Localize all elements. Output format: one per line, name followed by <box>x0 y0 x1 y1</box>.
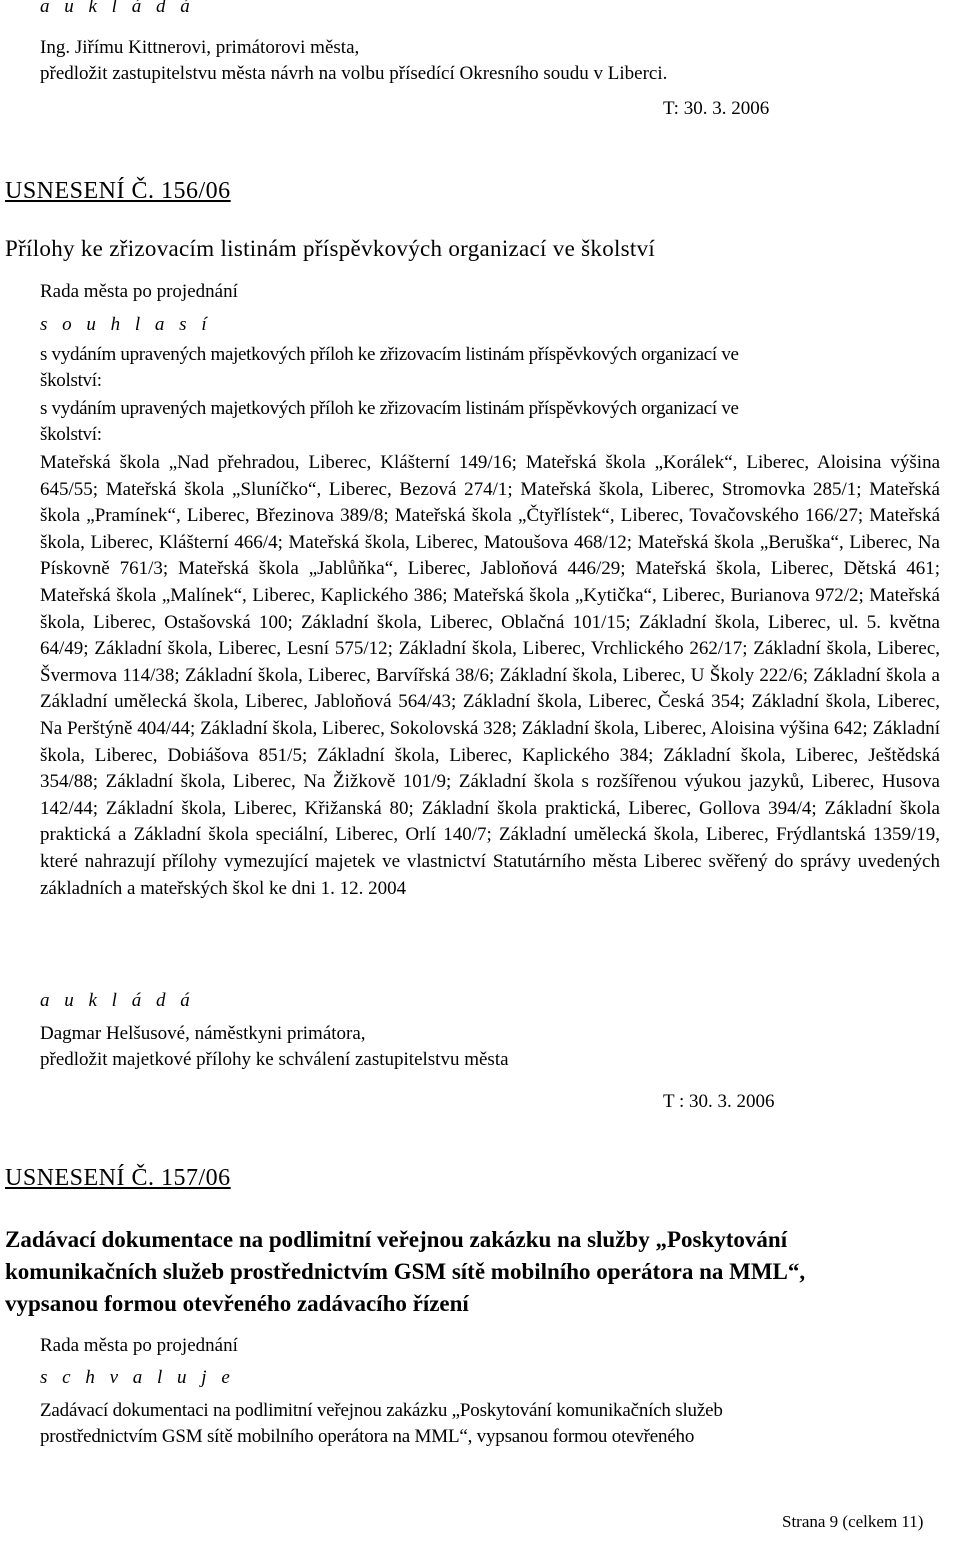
verb-souhlasi: s o u h l a s í <box>40 314 212 335</box>
school-list-paragraph: Mateřská škola „Nad přehradou, Liberec, Klášterní 149/16; Mateřská škola „Korálek“, Liberec, Aloisina výšina 645/55; Mateřská škola „Sluníčko“, Liberec, Bezová 274/1; Mateřská škola, Liberec, Stromovka 285/1; Mateřská škola „Pramínek“, Liberec, Březinova 389/8; Mateřská škola „Čtyřlístek“, Liberec, Tovačovského 166/27; Mateřská škola, Liberec, Klášterní 466/4; Mateřská škola, Liberec, Matoušova 468/12; Mateřská škola „Beruška“, Liberec, Na Pískovně 761/3; Mateřská škola „Jablůňka“, Liberec, Jabloňová 446/29; Mateřská škola, Liberec, Dětská 461; Mateřská škola „Malínek“, Liberec, Kaplického 386; Mateřská škola „Kytička“, Liberec, Burianova 972/2; Mateřská škola, Liberec, Ostašovská 100; Základní škola, Liberec, Oblačná 101/15; Základní škola, Liberec, ul. 5. května 64/49; Základní škola, Liberec, Lesní 575/12; Základní škola, Liberec, Vrchlického 262/17; Základní škola, Liberec, Švermova 114/38; Základní škola, Liberec, Barvířská 38/6; Základní škola, Liberec, U Školy 222/6; Základní škola a Základní umělecká škola, Liberec, Jabloňová 564/43; Základní škola, Liberec, Česká 354; Základní škola, Liberec, Na Perštýně 404/44; Základní škola, Liberec, Sokolovská 328; Základní škola, Liberec, Aloisina výšina 642; Základní škola, Liberec, Dobiášova 851/5; Základní škola, Liberec, Kaplického 384; Základní škola, Liberec, Ještědská 354/88; Základní škola, Liberec, Na Žižkově 101/9; Základní škola s rozšířenou výukou jazyků, Liberec, Husova 142/44; Základní škola, Liberec, Křižanská 80; Základní škola praktická, Liberec, Gollova 394/4; Základní škola praktická a Základní škola speciální, Liberec, Orlí 140/7; Základní umělecká škola, Liberec, Frýdlantská 1359/19, které nahrazují přílohy vymezující majetek ve vlastnictví Statutárního města Liberec svěřený do správy uvedených základních a mateřských škol ke dni 1. 12. 2004 <box>40 452 940 899</box>
resolution-157-title-line-1: Zadávací dokumentace na podlimitní veřejnou zakázku na služby „Poskytování <box>5 1227 788 1252</box>
consent-line-a1: s vydáním upravených majetkových příloh ke zřizovacím listinám příspěvkových organizací ve <box>40 344 739 365</box>
task-line: předložit zastupitelstvu města návrh na volbu přísedící Okresního soudu v Liberci. <box>40 63 668 84</box>
deadline-1: T: 30. 3. 2006 <box>663 98 770 119</box>
page-number: Strana 9 (celkem 11) <box>782 1512 924 1531</box>
ukada-label-2: a u k l á d á <box>40 990 195 1011</box>
approval-line-2: prostřednictvím GSM sítě mobilního operátora na MML“, vypsanou formou otevřeného <box>40 1426 695 1447</box>
deadline-2: T : 30. 3. 2006 <box>663 1091 775 1112</box>
resolution-157-title-line-2: komunikačních služeb prostřednictvím GSM sítě mobilního operátora na MML“, <box>5 1259 806 1284</box>
resolution-156-title: Přílohy ke zřizovacím listinám příspěvkových organizací ve školství <box>5 236 656 261</box>
assignee-line: Ing. Jiřímu Kittnerovi, primátorovi města, <box>40 37 360 58</box>
consent-line-b2: školství: <box>40 424 102 445</box>
ukada-label-1: a u k l á d á <box>40 0 195 17</box>
task-line-2: předložit majetkové přílohy ke schválení zastupitelstvu města <box>40 1049 509 1070</box>
resolution-157-title-line-3: vypsanou formou otevřeného zadávacího řízení <box>5 1291 469 1316</box>
approval-line-1: Zadávací dokumentaci na podlimitní veřejnou zakázku „Poskytování komunikačních služeb <box>40 1400 723 1421</box>
resolution-157-heading: USNESENÍ Č. 157/06 <box>5 1165 231 1191</box>
verb-schvaluje: s c h v a l u j e <box>40 1367 235 1388</box>
assignee-line-2: Dagmar Helšusové, náměstkyni primátora, <box>40 1023 366 1044</box>
council-line-1: Rada města po projednání <box>40 281 238 302</box>
consent-line-a2: školství: <box>40 370 102 391</box>
council-line-2: Rada města po projednání <box>40 1335 238 1356</box>
resolution-156-heading: USNESENÍ Č. 156/06 <box>5 178 231 204</box>
consent-line-b1: s vydáním upravených majetkových příloh ke zřizovacím listinám příspěvkových organizací ve <box>40 398 739 419</box>
